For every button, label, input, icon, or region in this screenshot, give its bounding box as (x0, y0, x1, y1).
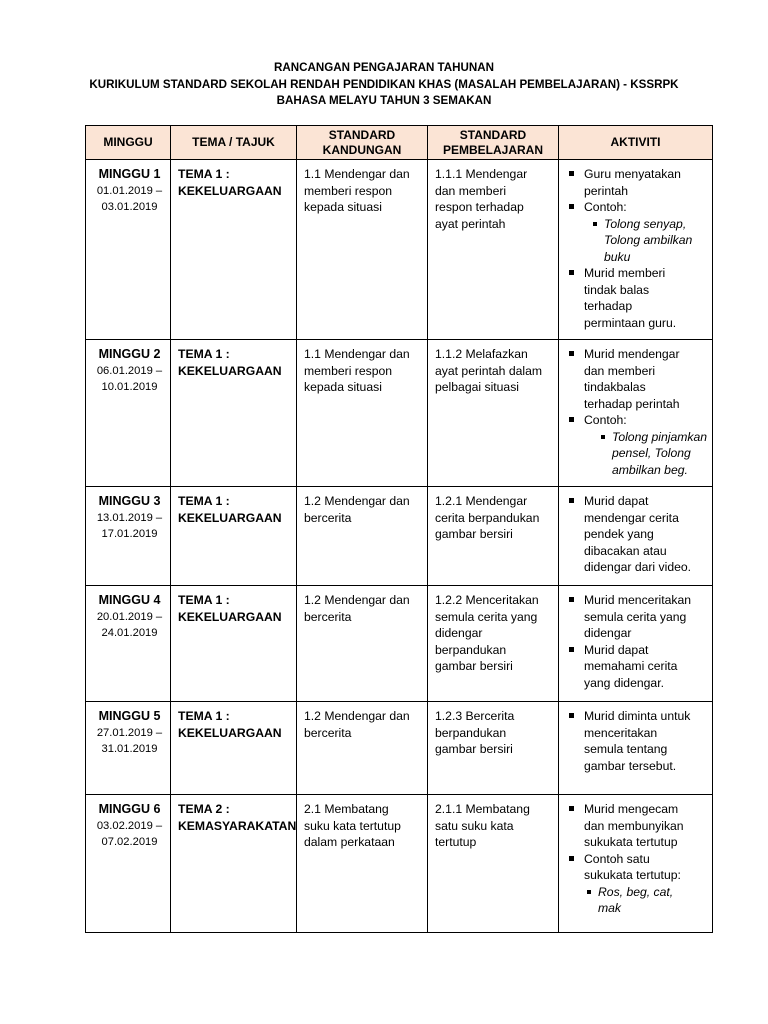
week-cell (86, 160, 171, 340)
tema-cell (171, 340, 297, 487)
aktiviti-cell (559, 586, 713, 702)
week-label: MINGGU 3 (98, 494, 161, 508)
activity-item (566, 265, 708, 331)
tema-line: KEKELUARGAAN (178, 725, 282, 740)
header-line: KANDUNGAN (322, 142, 402, 157)
text-line: 2.1 Membatang (304, 802, 389, 816)
text-line: Tolong pinjamkan (612, 429, 708, 444)
week-label: MINGGU 1 (98, 167, 161, 181)
text-line: ayat perintah (435, 216, 506, 231)
tema-cell (171, 702, 297, 795)
table-row (86, 340, 713, 487)
text-line: pendek yang (584, 527, 654, 541)
text-line: Tolong senyap, (604, 216, 687, 231)
example-item (584, 884, 708, 917)
table-header-row (86, 126, 713, 160)
text-line: buku (604, 249, 631, 264)
table-row (86, 795, 713, 933)
text-line: gambar bersiri (435, 527, 513, 541)
text-line: yang didengar. (584, 675, 664, 690)
text-line: memberi respon (304, 363, 393, 378)
text-line: dibacakan atau (584, 543, 667, 558)
standard-pembelajaran-cell (428, 160, 559, 340)
text-line: semula cerita yang (435, 609, 538, 624)
text-line: ayat perintah dalam (435, 363, 543, 378)
text-line: berpandukan (435, 642, 507, 657)
header-tema: TEMA / TAJUK (171, 126, 297, 160)
text-line: Murid mengecam (584, 802, 679, 816)
activity-list (566, 166, 708, 331)
standard-kandungan-cell (297, 340, 428, 487)
tema-cell (171, 795, 297, 933)
tema-line: KEKELUARGAAN (178, 609, 282, 624)
tema-cell (171, 487, 297, 586)
tema-line: TEMA 1 : (178, 709, 230, 723)
date-end: 07.02.2019 (101, 836, 158, 848)
text-line: pelbagai situasi (435, 380, 520, 394)
activity-list (566, 493, 708, 576)
standard-pembelajaran-cell (428, 487, 559, 586)
text-line: 2.1.1 Membatang (435, 802, 530, 816)
header-aktiviti: AKTIVITI (559, 126, 713, 160)
text-line: memberi respon (304, 183, 393, 198)
standard-pembelajaran-cell (428, 795, 559, 933)
text-line: Murid diminta untuk (584, 709, 691, 723)
text-line: permintaan guru. (584, 315, 677, 330)
text-line: Murid menceritakan (584, 593, 692, 607)
text-line: berpandukan (435, 725, 507, 740)
header-line: STANDARD (459, 127, 527, 142)
activity-list (566, 346, 708, 478)
title-line-3: BAHASA MELAYU TAHUN 3 SEMAKAN (276, 94, 492, 107)
text-line: didengar dari video. (584, 560, 692, 574)
text-line: Contoh: (584, 200, 627, 214)
text-line: ambilkan beg. (612, 462, 688, 477)
activity-item (566, 166, 708, 199)
text-line: menceritakan (584, 725, 658, 740)
activity-item (566, 708, 708, 774)
text-line: sukukata tertutup (584, 835, 678, 849)
aktiviti-cell (559, 702, 713, 795)
text-line: tindak balas (584, 282, 650, 297)
text-line: 1.1 Mendengar dan (304, 167, 410, 181)
week-cell (86, 487, 171, 586)
example-list (584, 884, 708, 917)
tema-line: TEMA 1 : (178, 347, 230, 361)
text-line: pensel, Tolong (612, 446, 691, 460)
activity-item (566, 801, 708, 851)
standard-pembelajaran-cell (428, 340, 559, 487)
date-start: 20.01.2019 – (96, 610, 163, 623)
example-list (598, 429, 708, 479)
title-line-2: KURIKULUM STANDARD SEKOLAH RENDAH PENDIDIKAN KHAS (MASALAH PEMBELAJARAN) - KSSRPK (89, 77, 679, 91)
text-line: Ros, beg, cat, (598, 884, 674, 899)
header-line: STANDARD (328, 127, 396, 142)
text-line: Tolong ambilkan (604, 233, 693, 247)
week-label: MINGGU 4 (98, 593, 161, 607)
date-start: 13.01.2019 – (96, 511, 163, 524)
header-standard-kandungan (297, 126, 428, 160)
text-line: Murid dapat (584, 642, 649, 657)
tema-line: KEKELUARGAAN (178, 363, 282, 378)
text-line: Murid memberi (584, 266, 666, 280)
date-end: 17.01.2019 (101, 528, 158, 540)
standard-kandungan-cell (297, 702, 428, 795)
date-start: 06.01.2019 – (96, 364, 163, 377)
text-line: dan memberi (584, 363, 656, 378)
text-line: Murid mendengar (584, 347, 680, 361)
week-label: MINGGU 2 (98, 347, 161, 361)
tema-line: TEMA 1 : (178, 167, 230, 181)
week-label: MINGGU 5 (98, 709, 161, 723)
text-line: bercerita (304, 510, 352, 525)
text-line: kepada situasi (304, 380, 382, 394)
text-line: 1.1.2 Melafazkan (435, 347, 528, 361)
text-line: dan membunyikan (584, 818, 684, 833)
date-start: 01.01.2019 – (96, 184, 163, 197)
text-line: bercerita (304, 725, 352, 740)
activity-item (566, 592, 708, 642)
aktiviti-cell (559, 795, 713, 933)
document-title (0, 60, 768, 110)
table-row (86, 586, 713, 702)
text-line: sukukata tertutup: (584, 868, 681, 882)
text-line: 1.2.3 Bercerita (435, 709, 515, 723)
text-line: semula tentang (584, 742, 668, 756)
activity-item (566, 346, 708, 412)
activity-item (566, 851, 708, 917)
text-line: 1.2.1 Mendengar (435, 494, 528, 508)
text-line: dalam perkataan (304, 835, 395, 849)
text-line: gambar tersebut. (584, 758, 677, 773)
standard-kandungan-cell (297, 586, 428, 702)
text-line: 1.2 Mendengar dan (304, 494, 410, 508)
text-line: didengar (435, 626, 483, 640)
text-line: gambar bersiri (435, 659, 513, 673)
text-line: terhadap (584, 299, 633, 313)
example-item (590, 216, 708, 266)
activity-item (566, 199, 708, 265)
text-line: tertutup (435, 835, 477, 849)
activity-item (566, 412, 708, 478)
text-line: semula cerita yang (584, 609, 687, 624)
week-cell (86, 340, 171, 487)
text-line: 1.1.1 Mendengar (435, 167, 528, 181)
text-line: mak (598, 901, 622, 915)
week-label: MINGGU 6 (98, 802, 161, 816)
activity-item (566, 493, 708, 576)
plan-table (85, 125, 713, 933)
tema-cell (171, 586, 297, 702)
standard-pembelajaran-cell (428, 702, 559, 795)
activity-list (566, 801, 708, 917)
date-end: 03.01.2019 (101, 201, 158, 213)
text-line: Contoh satu (584, 851, 650, 866)
tema-line: TEMA 1 : (178, 494, 230, 508)
table-row (86, 702, 713, 795)
text-line: mendengar cerita (584, 510, 679, 525)
aktiviti-cell (559, 340, 713, 487)
text-line: Contoh: (584, 413, 627, 427)
header-line: PEMBELAJARAN (442, 142, 543, 157)
week-cell (86, 586, 171, 702)
text-line: tindakbalas (584, 380, 646, 394)
date-start: 03.02.2019 – (96, 819, 163, 832)
week-cell (86, 702, 171, 795)
text-line: perintah (584, 183, 629, 198)
example-list (590, 216, 708, 266)
text-line: respon terhadap (435, 200, 524, 214)
text-line: 1.1 Mendengar dan (304, 347, 410, 361)
tema-cell (171, 160, 297, 340)
week-cell (86, 795, 171, 933)
tema-line: KEKELUARGAAN (178, 183, 282, 198)
header-standard-pembelajaran (428, 126, 559, 160)
aktiviti-cell (559, 160, 713, 340)
text-line: 1.2 Mendengar dan (304, 709, 410, 723)
tema-line: KEKELUARGAAN (178, 510, 282, 525)
standard-kandungan-cell (297, 160, 428, 340)
tema-line: TEMA 2 : (178, 802, 230, 816)
activity-list (566, 592, 708, 691)
text-line: suku kata tertutup (304, 818, 401, 833)
activity-list (566, 708, 708, 774)
date-start: 27.01.2019 – (96, 726, 163, 739)
title-line-1: RANCANGAN PENGAJARAN TAHUNAN (273, 61, 495, 74)
text-line: Murid dapat (584, 494, 649, 508)
text-line: didengar (584, 626, 632, 640)
text-line: bercerita (304, 609, 352, 624)
date-end: 24.01.2019 (101, 627, 158, 639)
standard-pembelajaran-cell (428, 586, 559, 702)
activity-item (566, 642, 708, 692)
text-line: Guru menyatakan (584, 167, 681, 181)
text-line: kepada situasi (304, 200, 382, 214)
table-row (86, 487, 713, 586)
text-line: cerita berpandukan (435, 510, 540, 525)
table-row (86, 160, 713, 340)
date-end: 31.01.2019 (101, 743, 158, 755)
text-line: memahami cerita (584, 659, 678, 673)
example-item (598, 429, 708, 479)
tema-line: TEMA 1 : (178, 593, 230, 607)
text-line: terhadap perintah (584, 396, 680, 411)
tema-line: KEMASYARAKATAN (178, 818, 297, 833)
text-line: 1.2.2 Menceritakan (435, 593, 539, 607)
text-line: gambar bersiri (435, 742, 513, 756)
aktiviti-cell (559, 487, 713, 586)
text-line: 1.2 Mendengar dan (304, 593, 410, 607)
standard-kandungan-cell (297, 487, 428, 586)
date-end: 10.01.2019 (101, 381, 158, 393)
text-line: satu suku kata (435, 818, 514, 833)
standard-kandungan-cell (297, 795, 428, 933)
header-minggu: MINGGU (86, 126, 171, 160)
text-line: dan memberi (435, 183, 507, 198)
